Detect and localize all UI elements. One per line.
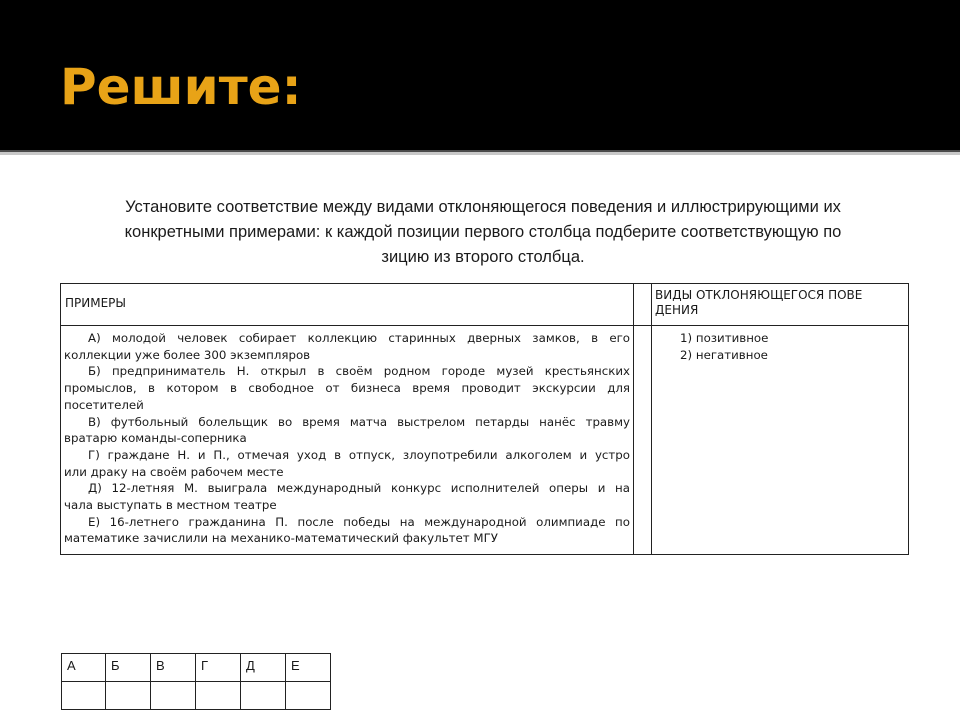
answer-cell[interactable]: [62, 682, 106, 710]
header-types-line: ВИДЫ ОТКЛОНЯЮЩЕГОСЯ ПОВЕ: [655, 288, 863, 302]
answer-cell[interactable]: [151, 682, 196, 710]
answer-letter: Г: [196, 654, 241, 682]
example-line: Д) 12-летняя М. выиграла международный конкурс исполнителей оперы и на: [88, 481, 630, 496]
header-types: [652, 284, 909, 326]
answer-letter: Д: [241, 654, 286, 682]
answer-letter: А: [62, 654, 106, 682]
title-band: [0, 0, 960, 150]
header-spacer: [634, 284, 652, 326]
slide-title: Решите:: [60, 58, 302, 116]
example-line: Б) предприниматель Н. открыл в своём родном городе музей крестьянских: [88, 364, 630, 379]
answer-letter: В: [151, 654, 196, 682]
example-line: коллекции уже более 300 экземпляров: [64, 347, 311, 362]
example-line: математике зачислили на механико-математический факультет МГУ: [64, 531, 498, 546]
task-line: зицию из второго столбца.: [381, 248, 585, 266]
example-line: или драку на своём рабочем месте: [64, 464, 284, 479]
type-line: 1) позитивное: [680, 331, 769, 345]
example-line: В) футбольный болельщик во время матча выстрелом петарды нанёс травму: [88, 414, 630, 429]
answer-cell[interactable]: [106, 682, 151, 710]
answer-letter: Б: [106, 654, 151, 682]
header-examples: ПРИМЕРЫ: [61, 284, 634, 326]
task-line: конкретными примерами: к каждой позиции первого столбца подберите соответствующую по: [124, 223, 842, 241]
body-spacer: [634, 326, 652, 555]
task-line: Установите соответствие между видами отклоняющегося поведения и иллюстрирующими их: [125, 198, 841, 216]
examples-cell: [61, 326, 634, 555]
answer-cell[interactable]: [241, 682, 286, 710]
answer-letter: Е: [286, 654, 331, 682]
example-line: промыслов, в котором в свободное от бизнеса время проводит экскурсии для: [64, 381, 630, 396]
table-header-row: [61, 284, 909, 326]
types-cell: [652, 326, 909, 555]
answer-letters-row: [62, 654, 331, 682]
answer-cell[interactable]: [286, 682, 331, 710]
header-types-line: ДЕНИЯ: [655, 303, 699, 317]
example-line: Г) граждане Н. и П., отмечая уход в отпуск, злоупотребили алкоголем и устро: [88, 447, 630, 462]
example-line: А) молодой человек собирает коллекцию старинных дверных замков, в его: [88, 331, 630, 345]
matching-table: [60, 283, 909, 555]
example-line: посетителей: [64, 397, 144, 412]
task-text: [70, 195, 896, 270]
title-divider-shadow: [0, 152, 960, 155]
example-line: Е) 16-летнего гражданина П. после победы на международной олимпиаде по: [88, 514, 630, 529]
answer-table: [61, 653, 331, 710]
type-line: 2) негативное: [680, 347, 768, 362]
example-line: чала выступать в местном театре: [64, 498, 277, 513]
example-line: вратарю команды-соперника: [64, 431, 247, 446]
answer-cell[interactable]: [196, 682, 241, 710]
answer-values-row: [62, 682, 331, 710]
table-body-row: [61, 326, 909, 555]
